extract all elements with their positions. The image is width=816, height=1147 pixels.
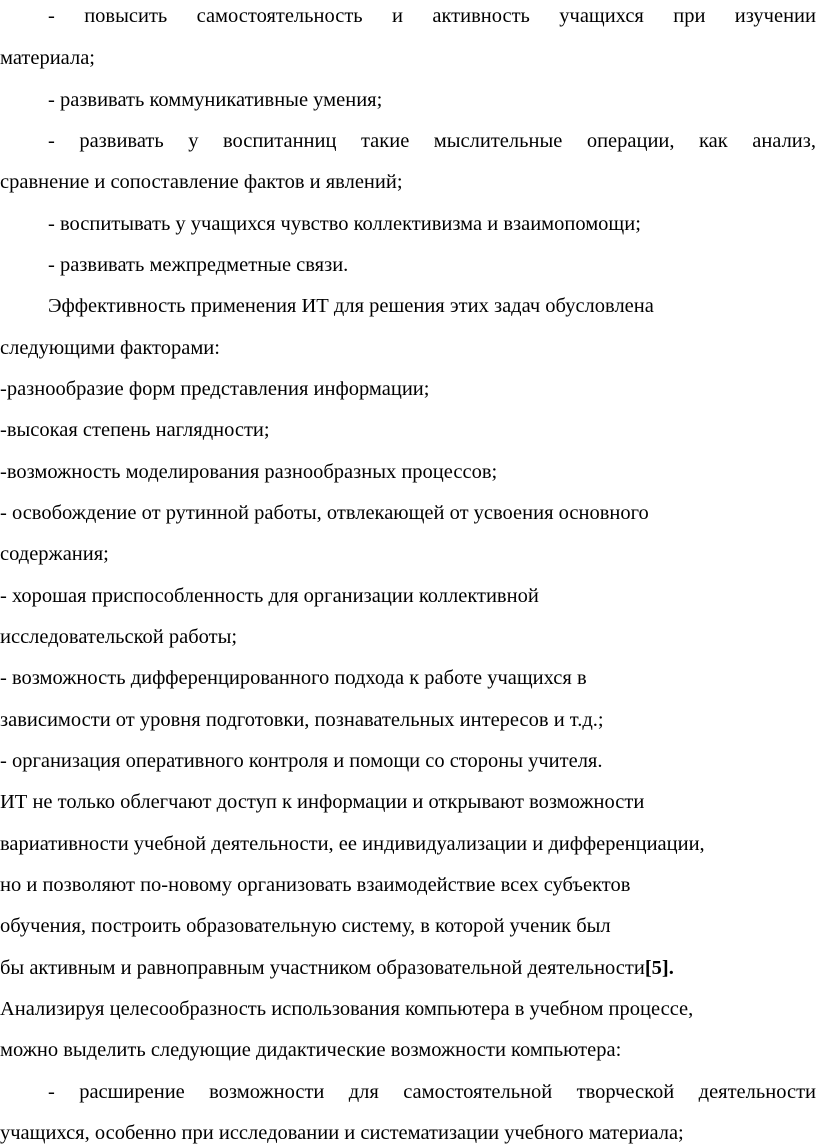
text-line: но и позволяют по-новому организовать взаимодействие всех субъектов [0,874,631,896]
text-line: - развивать межпредметные связи. [48,254,349,276]
text-line: - организация оперативного контроля и помощи со стороны учителя. [0,750,603,772]
text-line: Эффективность применения ИТ для решения этих задач обусловлена [48,295,654,317]
text-line: обучения, построить образовательную систему, в которой ученик был [0,915,611,937]
text-line: следующими факторами: [0,337,220,359]
text-line: -возможность моделирования разнообразных процессов; [0,461,498,483]
text-line: Анализируя целесообразность использования компьютера в учебном процессе, [0,998,694,1020]
text-line: исследовательской работы; [0,626,238,648]
text-line: материала; [0,47,95,69]
text-line: вариативности учебной деятельности, ее индивидуализации и дифференциации, [0,833,705,855]
text-line: - развивать коммуникативные умения; [48,89,383,111]
text-line: - хорошая приспособленность для организации коллективной [0,585,539,607]
citation-reference: [5]. [644,957,674,979]
text-line [0,956,816,980]
text-line: - развивать у воспитанниц такие мыслительные операции, как анализ, [48,130,816,152]
text-line: - воспитывать у учащихся чувство коллективизма и взаимопомощи; [48,213,641,235]
text-line: -высокая степень наглядности; [0,419,270,441]
text-line: - возможность дифференцированного подхода к работе учащихся в [0,667,587,689]
text-line: зависимости от уровня подготовки, познавательных интересов и т.д.; [0,709,604,731]
text-line: - расширение возможности для самостоятельной творческой деятельности [48,1081,816,1103]
text-line: -разнообразие форм представления информации; [0,378,430,400]
text-line: сравнение и сопоставление фактов и явлений; [0,171,403,193]
text-line-body: бы активным и равноправным участником образовательной деятельности [0,957,645,979]
text-line: - освобождение от рутинной работы, отвлекающей от усвоения основного [0,502,649,524]
text-line: можно выделить следующие дидактические возможности компьютера: [0,1039,622,1061]
text-line: учащихся, особенно при исследовании и систематизации учебного материала; [0,1122,684,1144]
text-line: ИТ не только облегчают доступ к информации и открывают возможности [0,791,645,813]
text-line: - повысить самостоятельность и активность учащихся при изучении [48,5,816,27]
text-line: содержания; [0,543,109,565]
